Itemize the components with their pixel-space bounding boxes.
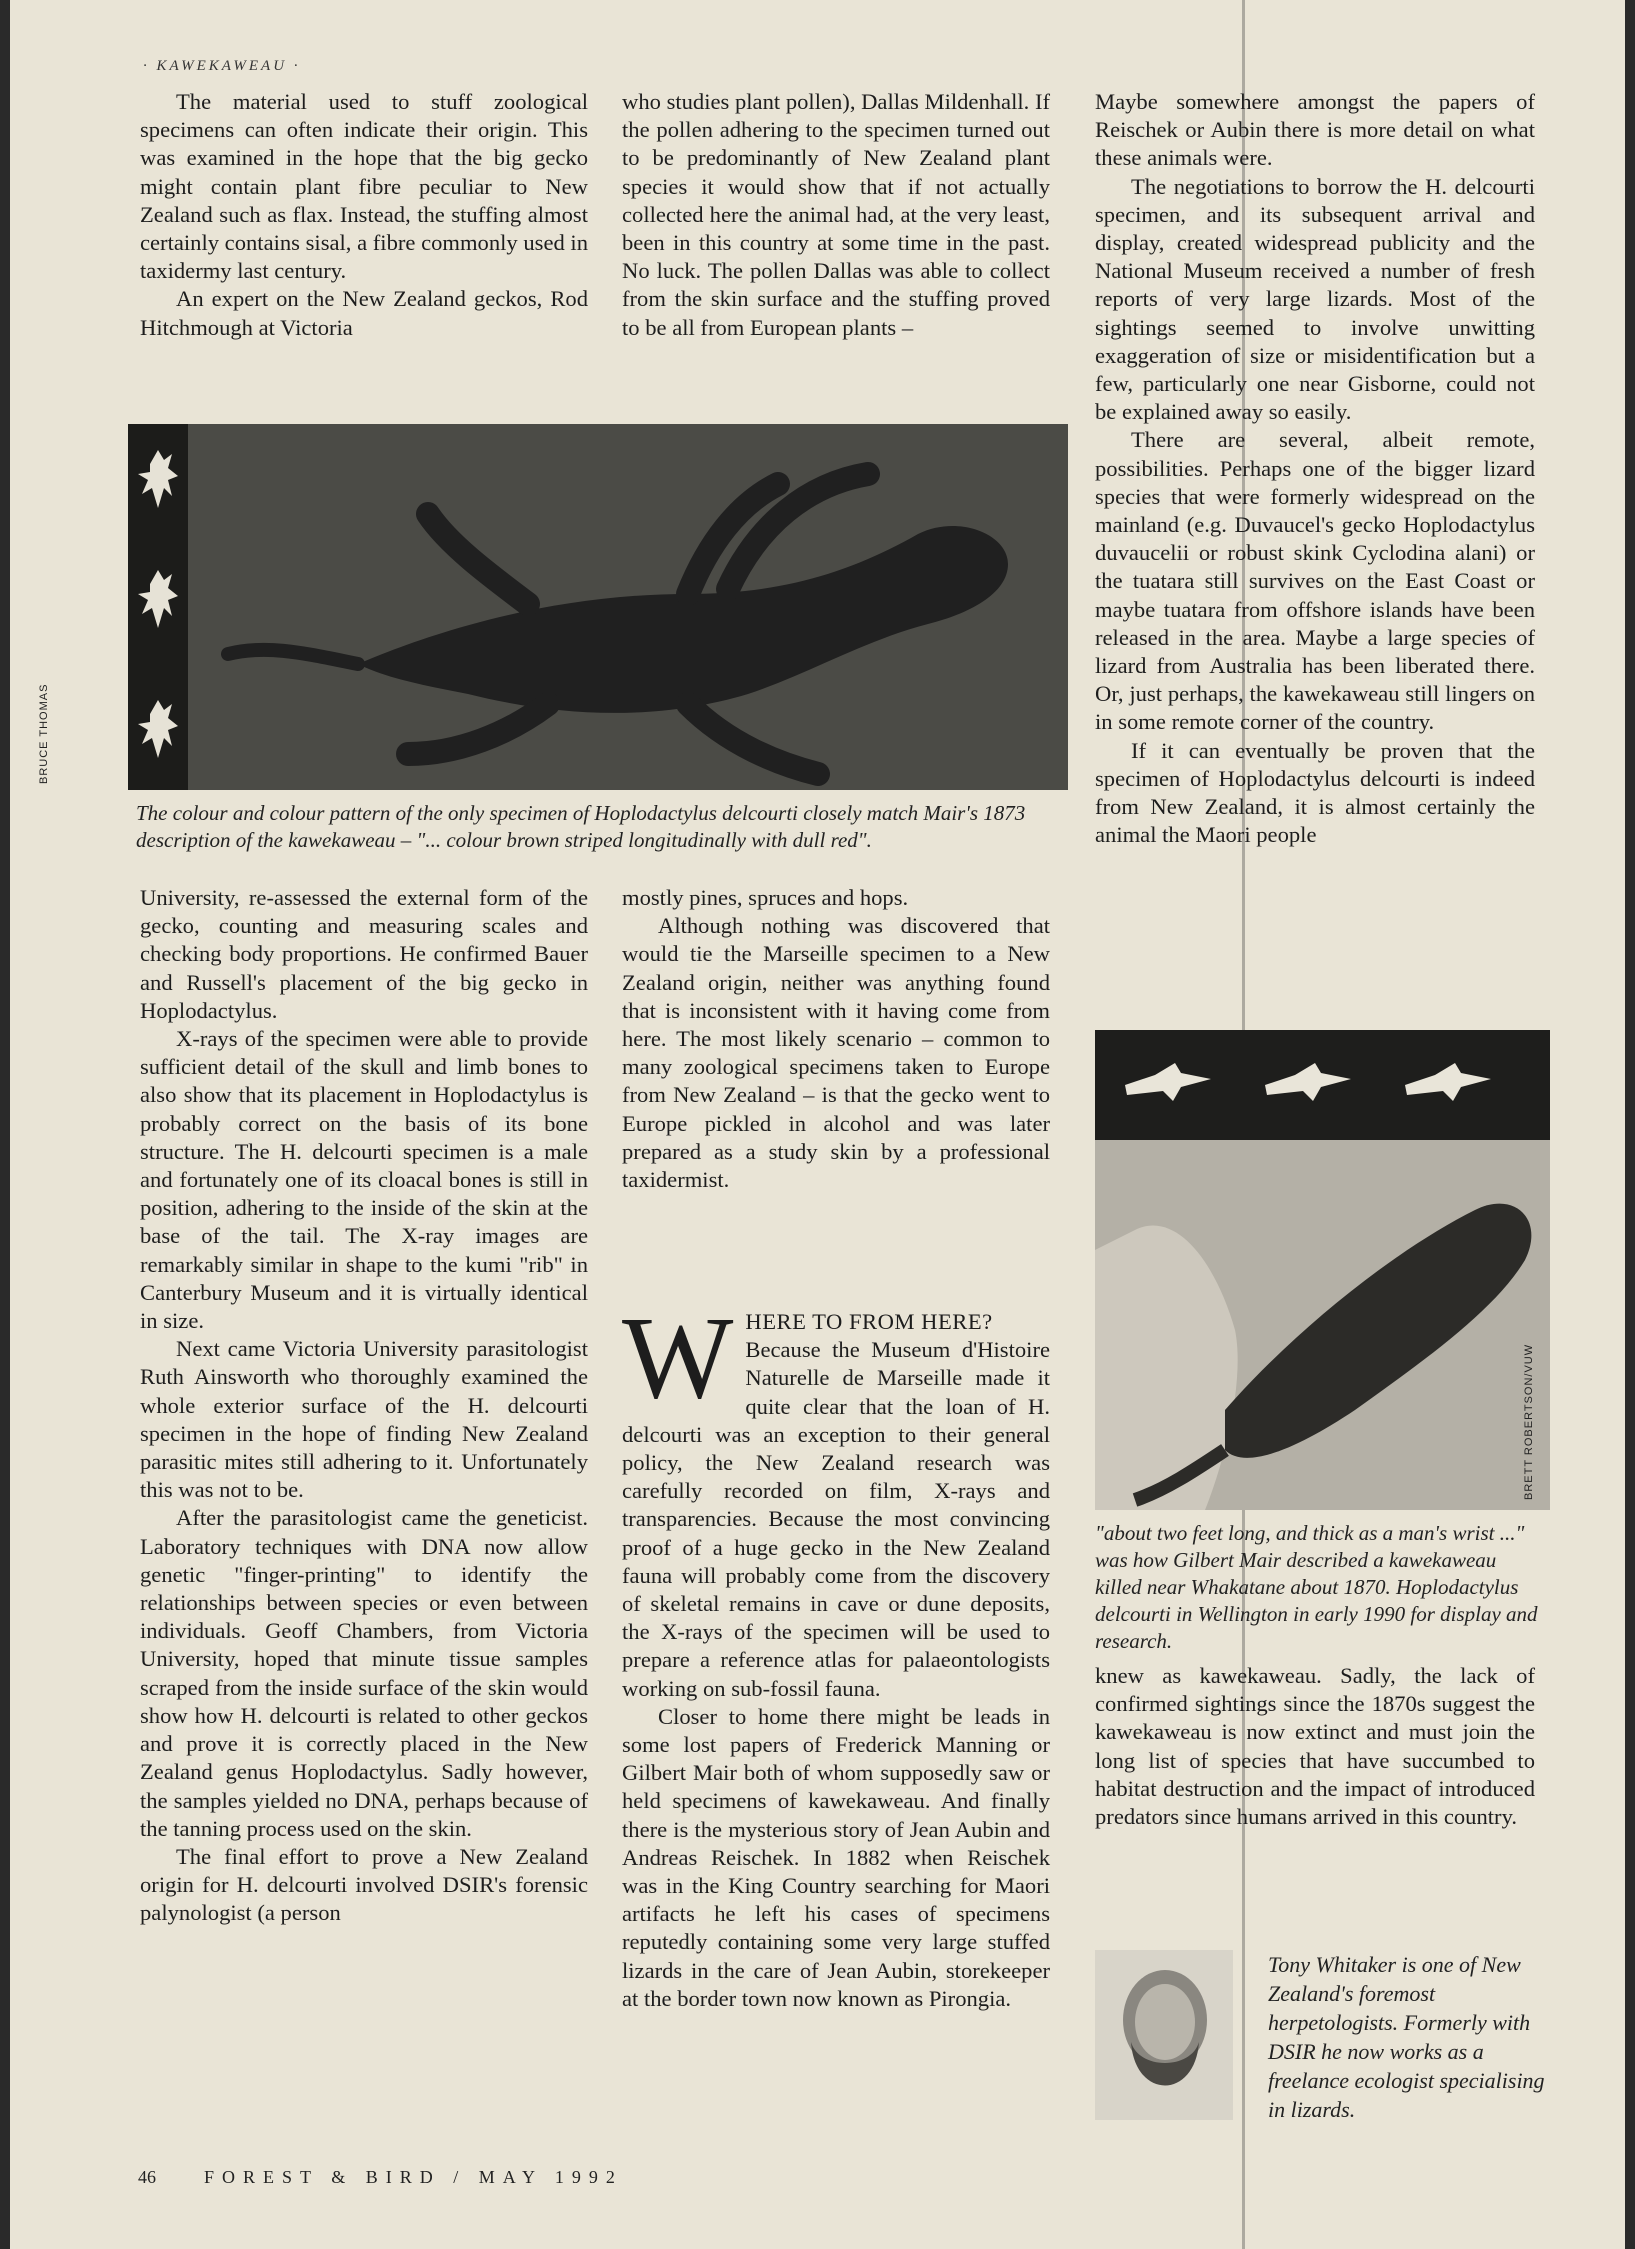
paragraph: Next came Victoria University parasitologist Ruth Ainsworth who thoroughly examined the whole exterior surface of the H. delcourti specimen in the hope of finding New Zealand parasitic mites still adhering to it. Unfortunately this was not to be. xyxy=(140,1336,588,1503)
paragraph: mostly pines, spruces and hops. xyxy=(622,885,909,910)
paragraph: The material used to stuff zoological specimens can often indicate their origin. This was examined in the hope that the big gecko might contain plant fibre peculiar to New Zealand such as flax. Instead, the stuffing almost certainly contains sisal, a fibre commonly used in taxidermy last century. xyxy=(140,89,588,284)
section-where-to-from-here xyxy=(622,1292,1050,2013)
author-portrait xyxy=(1095,1950,1233,2120)
paragraph: An expert on the New Zealand geckos, Rod Hitchmough at Victoria xyxy=(140,286,588,340)
paragraph: knew as kawekaweau. Sadly, the lack of confirmed sightings since the 1870s suggest the kawekaweau is now extinct and must join the long list of species that have succumbed to habitat destruction and the impact of introduced predators since humans arrived in this country. xyxy=(1095,1663,1535,1830)
paragraph: X-rays of the specimen were able to provide sufficient detail of the skull and limb bones to also show that its placement in Hoplodactylus is probably correct on the basis of its bone structure. The H. delcourti specimen is a male and fortunately one of its cloacal bones is still in position, adhering to the inside of the skin at the base of the tail. The X-ray images are remarkably similar in shape to the kumi "rib" in Canterbury Museum and it is virtually identical in size. xyxy=(140,1026,588,1334)
paragraph: After the parasitologist came the geneticist. Laboratory techniques with DNA now allow genetic "finger-printing" to identify the relationships between species or even between individuals. Geoff Chambers, from Victoria University, hoped that minute tissue samples scraped from the inside surface of the skin would show how H. delcourti is related to other geckos and prove it is correctly placed in the New Zealand genus Hoplodactylus. Sadly however, the samples yielded no DNA, perhaps because of the tanning process used on the skin. xyxy=(140,1505,588,1841)
section-lead-text: Because the Museum d'Histoire Naturelle de Marseille made it quite clear that the loan of H. delcourti was an exception to their general policy, the New Zealand research was carefully recorded on film, X-rays and transparencies. Because the most convincing proof of a huge gecko in the New Zealand fauna will probably come from the discovery of skeletal remains in cave or dune deposits, the X-rays of the specimen will be used to prepare a reference atlas for palaeontologists working on sub-fossil fauna. xyxy=(622,1337,1050,1701)
author-avatar xyxy=(1095,1950,1233,2120)
photo-caption: "about two feet long, and thick as a man's wrist ..." was how Gilbert Mair described a kawekaweau killed near Whakatane about 1870. Hoplodactylus delcourti in Wellington in early 1990 for display and research. xyxy=(1095,1521,1538,1653)
gecko-display-photo xyxy=(1095,1030,1550,1510)
author-bio: Tony Whitaker is one of New Zealand's foremost herpetologists. Formerly with DSIR he now works as a freelance ecologist specialising in lizards. xyxy=(1268,1952,1545,2122)
gecko-illustration xyxy=(128,424,1068,790)
column-2-bottom xyxy=(622,884,1050,1194)
publication-line: FOREST & BIRD / MAY 1992 xyxy=(204,2167,623,2187)
paragraph: who studies plant pollen), Dallas Mildenhall. If the pollen adhering to the specimen turned out to be predominantly of New Zealand plant species it would show that if not actually collected here the animal had, at the very least, been in this country at some time in the past. No luck. The pollen Dallas was able to collect from the skin surface and the stuffing proved to be all from European plants – xyxy=(622,89,1050,340)
paragraph: There are several, albeit remote, possibilities. Perhaps one of the bigger lizard species that were formerly widespread on the mainland (e.g. Duvaucel's gecko Hoplodactylus duvaucelii or robust skink Cyclodina alani) or the tuatara still survives on the East Coast or maybe tuatara from offshore islands have been released in the area. Maybe a large species of lizard from Australia has been liberated there. Or, just perhaps, the kawekaweau still lingers on in some remote corner of the country. xyxy=(1095,427,1535,735)
paragraph: The negotiations to borrow the H. delcourti specimen, and its subsequent arrival and display, created widespread publicity and the National Museum received a number of fresh reports of very large lizards. Most of the sightings seemed to involve unwitting exaggeration of size or misidentification but a few, particularly one near Gisborne, could not be explained away so easily. xyxy=(1095,173,1535,425)
paragraph: Closer to home there might be leads in some lost papers of Frederick Manning or Gilbert Mair both of whom supposedly saw or held specimens of kawekaweau. And finally there is the mysterious story of Jean Aubin and Andreas Reischek. In 1882 when Reischek was in the King Country searching for Maori artifacts he left his cases of specimens reputedly containing some very large stuffed lizards in the care of Jean Aubin, storekeeper at the border town now known as Pirongia. xyxy=(622,1703,1050,2011)
running-head: · KAWEKAWEAU · xyxy=(143,58,301,74)
gecko-specimen-photo xyxy=(38,424,1068,790)
photo-credit: BRUCE THOMAS xyxy=(38,683,50,784)
column-3 xyxy=(1095,88,1535,849)
gecko-in-hand-illustration xyxy=(1095,1030,1550,1510)
page-number: 46 xyxy=(138,2167,156,2187)
photo-credit: BRETT ROBERTSON/VUW xyxy=(1523,1343,1535,1500)
drop-cap: W xyxy=(622,1292,734,1423)
paragraph: If it can eventually be proven that the specimen of Hoplodactylus delcourti is indeed from New Zealand, it is almost certainly the animal the Maori people xyxy=(1095,737,1535,848)
column-3-bottom xyxy=(1095,1662,1535,1831)
photo-caption: The colour and colour pattern of the only specimen of Hoplodactylus delcourti closely match Mair's 1873 description of the kawekaweau – "... colour brown striped longitudinally with dull red". xyxy=(136,801,1026,852)
section-lead xyxy=(622,1292,1050,1703)
page-footer xyxy=(138,2167,623,2188)
paragraph: University, re-assessed the external form of the gecko, counting and measuring scales and checking body proportions. He confirmed Bauer and Russell's placement of the big gecko in Hoplodactylus. xyxy=(140,885,588,1023)
magazine-page xyxy=(10,0,1625,2249)
paragraph: Although nothing was discovered that would tie the Marseille specimen to a New Zealand origin, neither was anything found that is inconsistent with it having come from here. The most likely scenario – common to many zoological specimens taken to Europe from New Zealand – is that the gecko went to Europe pickled in alcohol and was later prepared as a study skin by a professional taxidermist. xyxy=(622,913,1050,1193)
column-1-top xyxy=(140,88,588,342)
section-heading: HERE TO FROM HERE? xyxy=(745,1309,993,1334)
column-2-top xyxy=(622,88,1050,342)
paragraph: The final effort to prove a New Zealand origin for H. delcourti involved DSIR's forensic palynologist (a person xyxy=(140,1843,588,1926)
paragraph: Maybe somewhere amongst the papers of Reischek or Aubin there is more detail on what these animals were. xyxy=(1095,89,1535,171)
column-1-bottom xyxy=(140,884,588,1928)
